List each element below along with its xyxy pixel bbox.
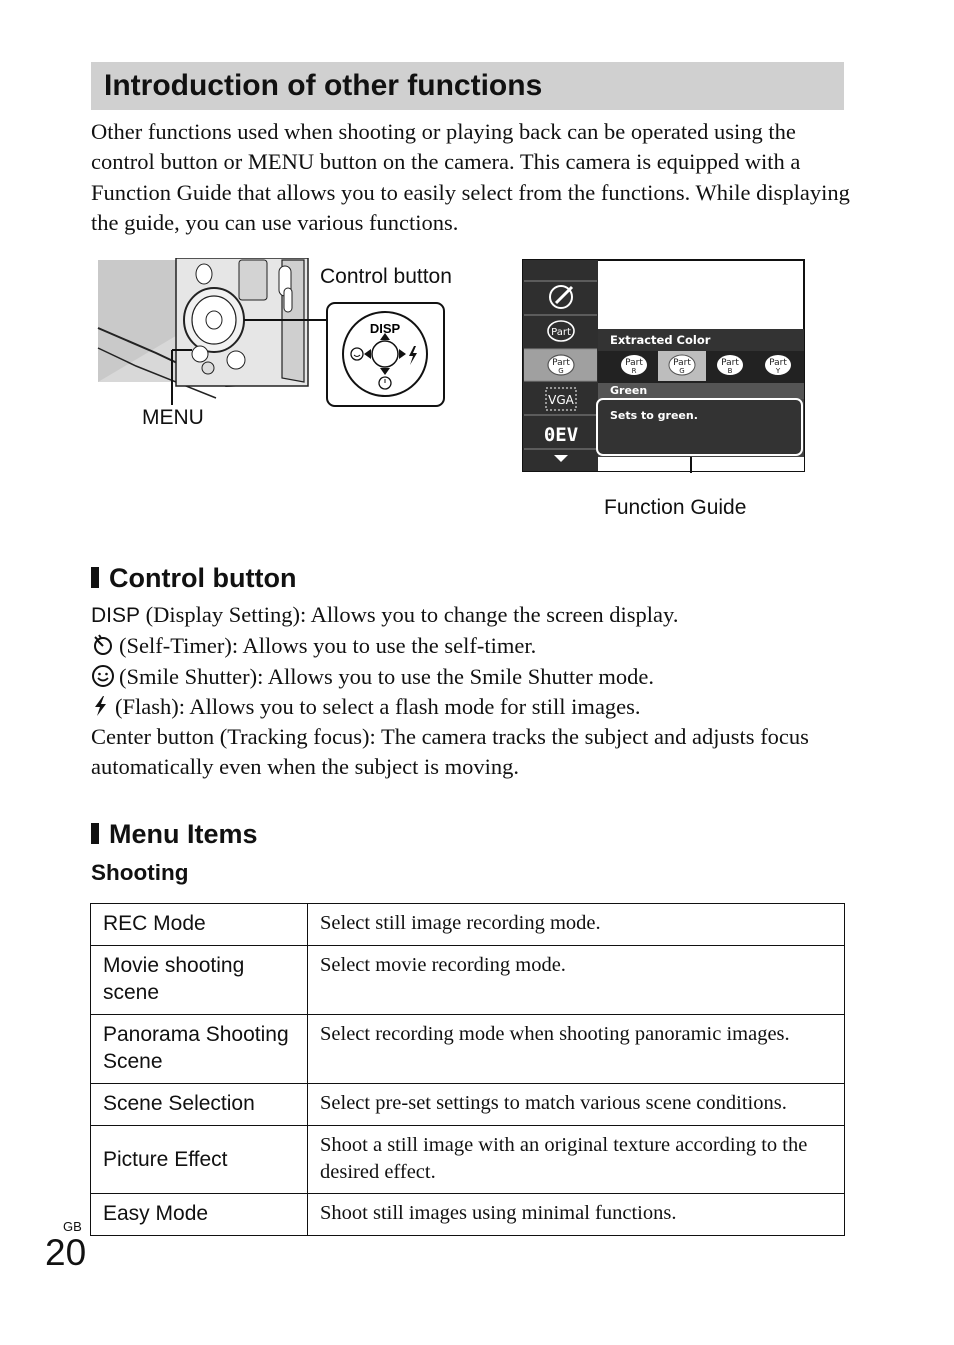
disp-label: DISP: [369, 321, 401, 336]
table-row: [91, 1194, 845, 1236]
control-button-list: [91, 600, 851, 783]
menu-item-desc: Select pre-set settings to match various scene conditions.: [308, 1084, 845, 1126]
svg-text:Y: Y: [775, 367, 781, 375]
region-code: GB: [63, 1219, 82, 1234]
control-button-heading: Control button: [91, 562, 296, 594]
svg-text:R: R: [631, 367, 637, 375]
smile-item: (Smile Shutter): Allows you to use the Smile Shutter mode.: [91, 662, 851, 692]
panel-title: Extracted Color: [610, 333, 711, 347]
control-button-callout: Control button: [320, 265, 452, 288]
table-row: [91, 1126, 845, 1194]
menu-item-desc: Shoot still images using minimal functions.: [308, 1194, 845, 1236]
disp-item: DISP (Display Setting): Allows you to change the screen display.: [91, 602, 679, 627]
svg-text:Part: Part: [552, 358, 570, 368]
page-number: 20: [45, 1232, 87, 1273]
function-guide-callout: Function Guide: [604, 496, 747, 519]
center-button-item: Center button (Tracking focus): The camera tracks the subject and adjusts focus automatically even when the subject is moving.: [91, 724, 809, 780]
menu-item-desc: Shoot a still image with an original texture according to the desired effect.: [308, 1126, 845, 1194]
camera-screen: [522, 259, 806, 473]
svg-text:Part: Part: [769, 358, 787, 368]
menu-items-heading: Menu Items: [91, 818, 258, 850]
menu-item-name: REC Mode: [91, 904, 308, 946]
section-title-bar: [91, 62, 844, 110]
shooting-subheading: Shooting: [91, 860, 189, 885]
svg-text:Part: Part: [625, 358, 643, 368]
menu-item-name: Panorama Shooting Scene: [91, 1015, 308, 1084]
table-row: [91, 1015, 845, 1084]
menu-item-desc: Select still image recording mode.: [308, 904, 845, 946]
menu-item-desc: Select recording mode when shooting panoramic images.: [308, 1015, 845, 1084]
menu-callout: MENU: [142, 406, 204, 429]
menu-item-desc: Select movie recording mode.: [308, 946, 845, 1015]
function-guide-text: Sets to green.: [610, 409, 698, 422]
ev-icon: 0EV: [543, 424, 579, 446]
menu-item-name: Movie shooting scene: [91, 946, 308, 1015]
self-timer-icon: [91, 633, 115, 657]
svg-text:Part: Part: [721, 358, 739, 368]
svg-text:B: B: [727, 367, 733, 375]
smile-icon: [91, 664, 115, 688]
selected-color-label: Green: [610, 384, 648, 397]
svg-text:G: G: [679, 367, 685, 375]
svg-text:Part: Part: [673, 358, 691, 368]
table-row: [91, 946, 845, 1015]
part-green-icon: [548, 355, 574, 375]
svg-text:Part: Part: [551, 327, 571, 338]
flash-icon: [91, 694, 111, 718]
menu-item-name: Scene Selection: [91, 1084, 308, 1126]
table-row: [91, 1084, 845, 1126]
self-timer-item: (Self-Timer): Allows you to use the self-timer.: [91, 631, 851, 661]
intro-paragraph: Other functions used when shooting or playing back can be operated using the control button or MENU button on the camera. This camera is equipped with a Function Guide that allows you to easily select from the functions. While displaying the guide, you can use various functions.: [91, 119, 850, 235]
svg-text:G: G: [558, 367, 564, 375]
svg-text:VGA: VGA: [548, 393, 574, 407]
flash-item: (Flash): Allows you to select a flash mode for still images.: [91, 692, 851, 722]
section-title: Introduction of other functions: [104, 69, 543, 102]
menu-item-name: Easy Mode: [91, 1194, 308, 1236]
menu-items-table: [90, 903, 845, 1236]
table-row: [91, 904, 845, 946]
menu-item-name: Picture Effect: [91, 1126, 308, 1194]
